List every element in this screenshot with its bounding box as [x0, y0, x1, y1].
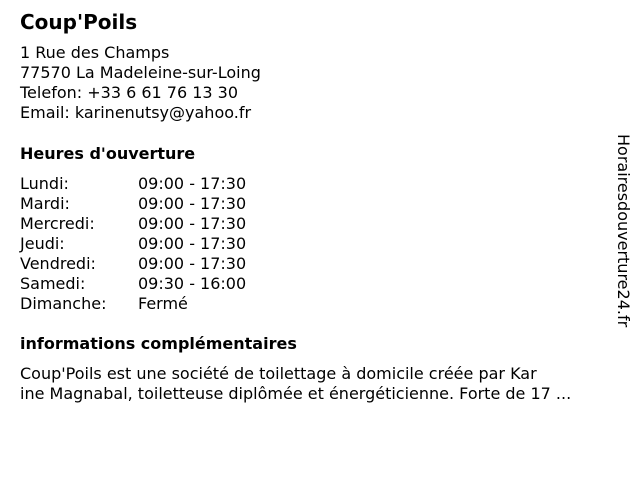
watermark-text: Horairesdouverture24.fr — [614, 134, 633, 328]
hours-row-wednesday — [20, 214, 320, 234]
hours-row-monday — [20, 174, 320, 194]
site-watermark — [612, 134, 634, 346]
email-address: Email: karinenutsy@yahoo.fr — [20, 103, 252, 122]
day-label: Mardi: — [20, 194, 70, 213]
day-label: Mercredi: — [20, 214, 95, 233]
phone-number: Telefon: +33 6 61 76 13 30 — [20, 83, 239, 102]
hours-row-friday — [20, 254, 320, 274]
description-line: ine Magnabal, toiletteuse diplômée et énergéticienne. Forte de 17 ... — [20, 384, 572, 403]
time-range: 09:00 - 17:30 — [138, 234, 247, 253]
time-range: 09:30 - 16:00 — [138, 274, 247, 293]
hours-row-saturday — [20, 274, 320, 294]
opening-hours-table — [20, 174, 320, 314]
opening-hours-heading: Heures d'ouverture — [20, 144, 196, 163]
business-name: Coup'Poils — [20, 10, 138, 34]
hours-row-thursday — [20, 234, 320, 254]
contact-block — [20, 43, 261, 123]
street-address: 1 Rue des Champs — [20, 43, 170, 62]
business-description — [20, 364, 620, 404]
hours-row-tuesday — [20, 194, 320, 214]
time-range: 09:00 - 17:30 — [138, 174, 247, 193]
time-range: Fermé — [138, 294, 188, 313]
time-range: 09:00 - 17:30 — [138, 214, 247, 233]
postal-city: 77570 La Madeleine-sur-Loing — [20, 63, 261, 82]
day-label: Jeudi: — [20, 234, 65, 253]
day-label: Lundi: — [20, 174, 69, 193]
day-label: Samedi: — [20, 274, 86, 293]
description-line: Coup'Poils est une société de toilettage à domicile créée par Kar — [20, 364, 537, 383]
hours-row-sunday — [20, 294, 320, 314]
day-label: Dimanche: — [20, 294, 107, 313]
time-range: 09:00 - 17:30 — [138, 194, 247, 213]
time-range: 09:00 - 17:30 — [138, 254, 247, 273]
day-label: Vendredi: — [20, 254, 96, 273]
additional-info-heading: informations complémentaires — [20, 334, 297, 353]
